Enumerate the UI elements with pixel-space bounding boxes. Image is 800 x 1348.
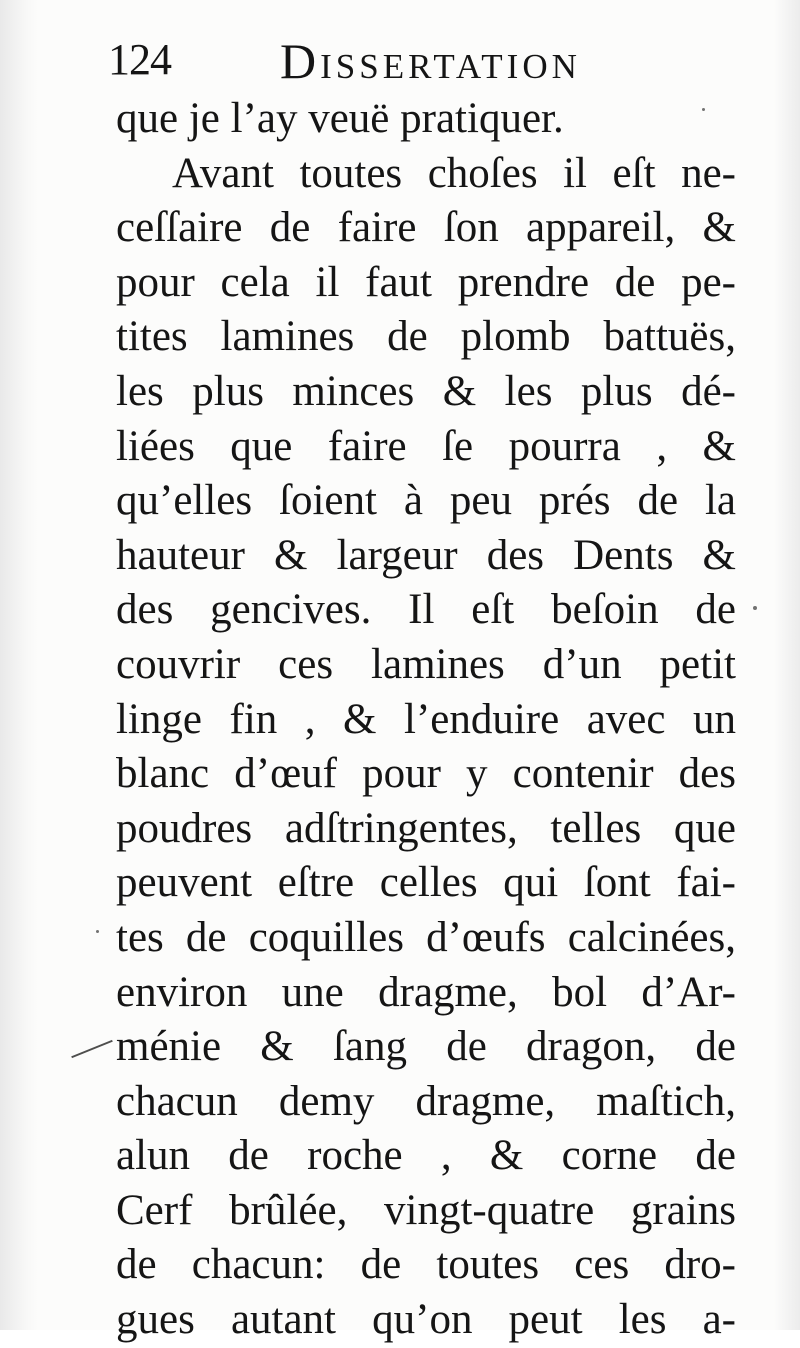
- text-line: poudres adſtringentes, telles que: [116, 804, 736, 852]
- text-line: que je l’ay veuë pratiquer.: [116, 95, 564, 142]
- text-line: alun de roche , & corne de: [116, 1132, 736, 1180]
- text-line: qu’elles ſoient à peu prés de la: [116, 477, 736, 525]
- text-line: pour cela il faut prendre de pe-: [116, 258, 736, 306]
- text-line: Cerf brûlée, vingt-quatre grains: [116, 1186, 736, 1234]
- ink-speck: [753, 606, 757, 610]
- text-line: les plus minces & les plus dé-: [116, 367, 736, 415]
- text-line: environ une dragme, bol d’Ar-: [116, 968, 736, 1016]
- text-line: des gencives. Il eſt beſoin de: [116, 586, 736, 634]
- text-line: chacun demy dragme, maſtich,: [116, 1077, 736, 1125]
- text-line: linge fin , & l’enduire avec un: [116, 695, 736, 743]
- text-line: couvrir ces lamines d’un petit: [116, 640, 736, 688]
- text-line: tes de coquilles d’œufs calcinées,: [116, 913, 736, 961]
- page-edge-shadow: [774, 0, 800, 1330]
- margin-pen-mark: [71, 1040, 113, 1058]
- text-line: liées que faire ſe pourra , &: [116, 422, 736, 470]
- text-line: ménie & ſang de dragon, de: [116, 1023, 736, 1071]
- text-line: Avant toutes choſes il eſt ne-: [172, 149, 736, 197]
- text-line: peuvent eſtre celles qui ſont fai-: [116, 859, 736, 907]
- body-text: [116, 92, 736, 1348]
- text-line: ceſſaire de faire ſon appareil, &: [116, 204, 736, 252]
- text-line: hauteur & largeur des Dents &: [116, 531, 736, 579]
- text-line: gues autant qu’on peut les a-: [116, 1296, 736, 1344]
- text-line: tites lamines de plomb battuës,: [116, 313, 736, 361]
- running-head: Dissertation: [280, 33, 581, 89]
- page-header: [108, 30, 738, 100]
- ink-speck: [96, 930, 99, 933]
- ink-speck: [702, 108, 705, 111]
- text-line: blanc d’œuf pour y contenir des: [116, 750, 736, 798]
- text-line: de chacun: de toutes ces dro-: [116, 1241, 736, 1289]
- page-gutter-shadow: [0, 0, 38, 1330]
- page-number: 124: [108, 35, 171, 84]
